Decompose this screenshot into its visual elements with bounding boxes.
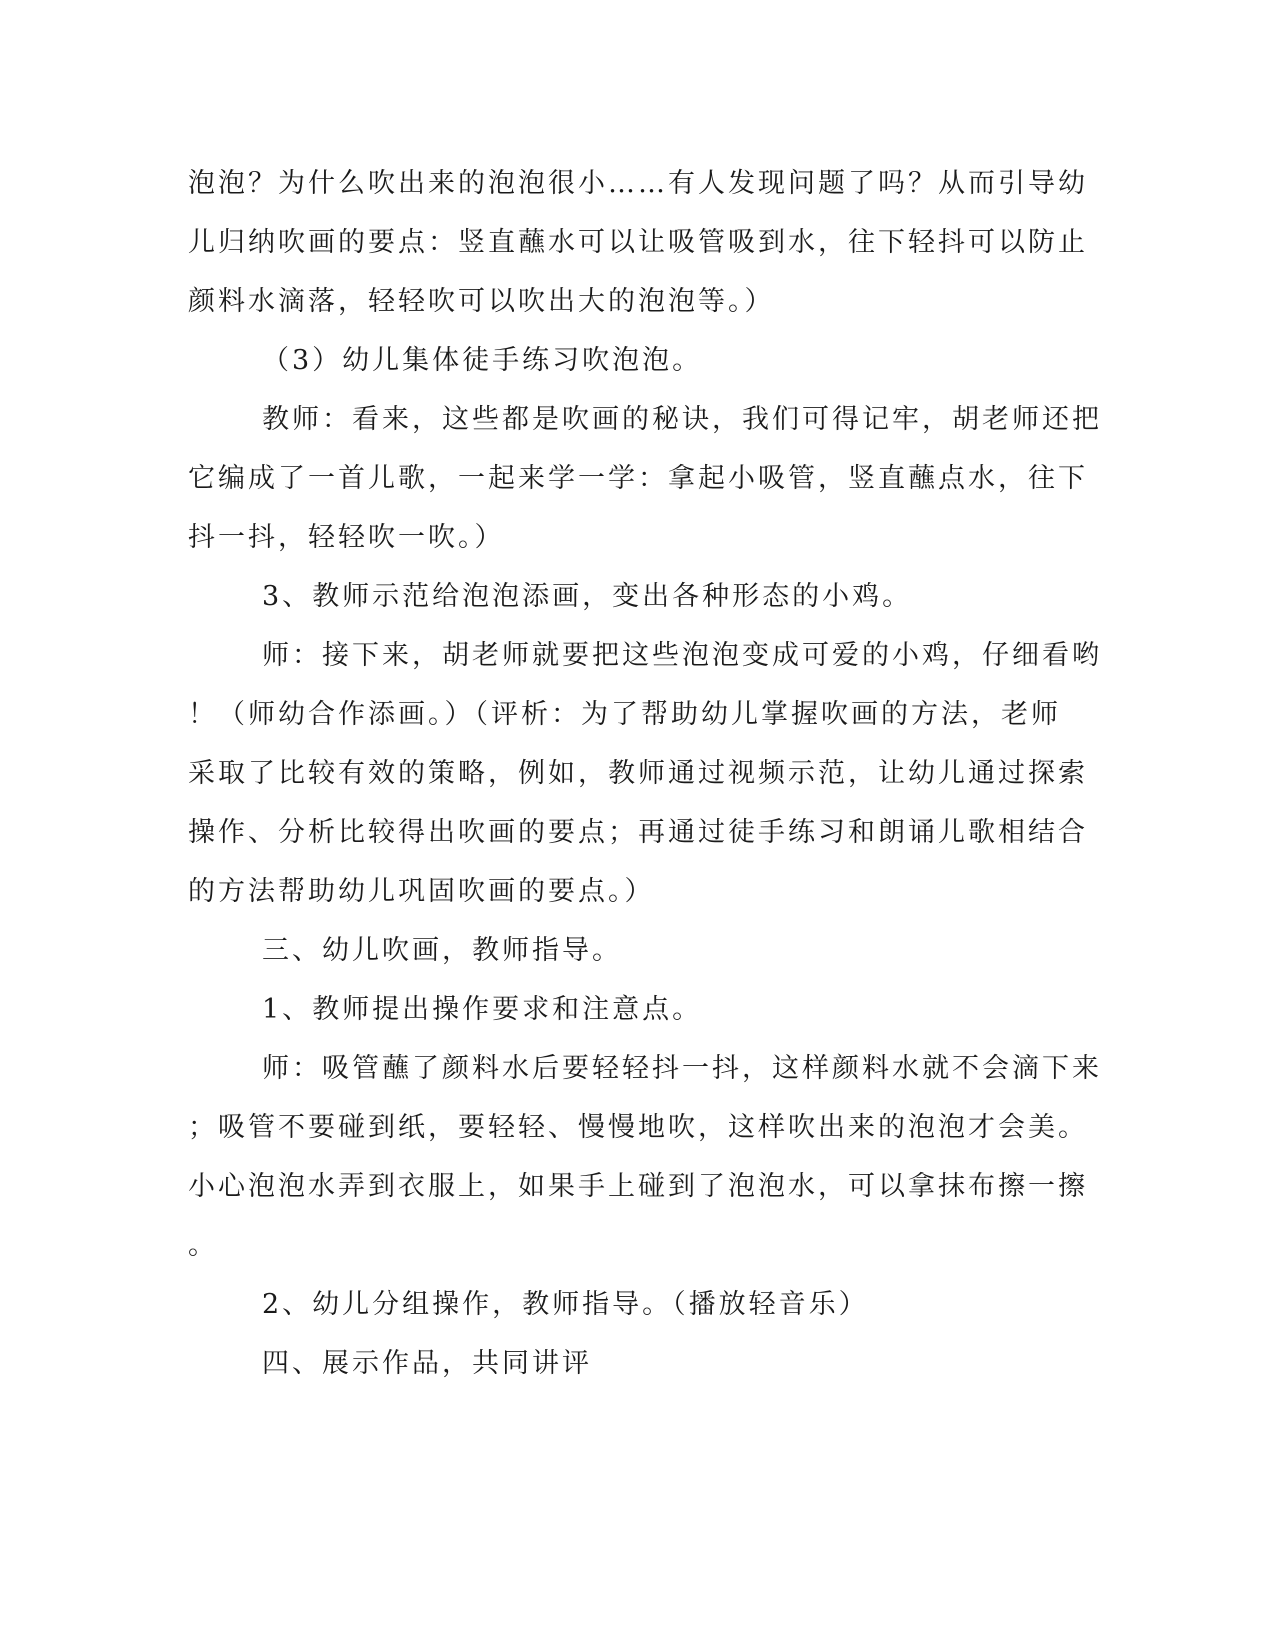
- text-line: 三、幼儿吹画，教师指导。: [262, 935, 622, 966]
- text-line: 3、教师示范给泡泡添画，变出各种形态的小鸡。: [262, 581, 913, 612]
- text-line: 1、教师提出操作要求和注意点。: [262, 994, 703, 1025]
- text-line: 泡泡？为什么吹出来的泡泡很小……有人发现问题了吗？从而引导幼: [188, 168, 1088, 199]
- text-line: 操作、分析比较得出吹画的要点；再通过徒手练习和朗诵儿歌相结合: [188, 817, 1088, 848]
- text-line: 抖一抖，轻轻吹一吹。）: [188, 522, 505, 553]
- text-line: ；吸管不要碰到纸，要轻轻、慢慢地吹，这样吹出来的泡泡才会美。: [188, 1112, 1088, 1143]
- text-line: ！（师幼合作添画。）（评析：为了帮助幼儿掌握吹画的方法，老师: [188, 699, 1061, 730]
- text-line: （3）幼儿集体徒手练习吹泡泡。: [262, 345, 703, 376]
- text-line: 颜料水滴落，轻轻吹可以吹出大的泡泡等。）: [188, 286, 775, 317]
- text-line: 采取了比较有效的策略，例如，教师通过视频示范，让幼儿通过探索: [188, 758, 1088, 789]
- text-line: 小心泡泡水弄到衣服上，如果手上碰到了泡泡水，可以拿抹布擦一擦: [188, 1171, 1088, 1202]
- text-line: 的方法帮助幼儿巩固吹画的要点。）: [188, 876, 655, 907]
- text-line: 师：吸管蘸了颜料水后要轻轻抖一抖，这样颜料水就不会滴下来: [262, 1053, 1102, 1084]
- text-line: 教师：看来，这些都是吹画的秘诀，我们可得记牢，胡老师还把: [262, 404, 1102, 435]
- text-line: 。: [188, 1230, 218, 1261]
- text-line: 儿归纳吹画的要点：竖直蘸水可以让吸管吸到水，往下轻抖可以防止: [188, 227, 1088, 258]
- text-line: 它编成了一首儿歌，一起来学一学：拿起小吸管，竖直蘸点水，往下: [188, 463, 1088, 494]
- text-line: 四、展示作品，共同讲评: [262, 1348, 592, 1379]
- text-line: 师：接下来，胡老师就要把这些泡泡变成可爱的小鸡，仔细看哟: [262, 640, 1102, 671]
- text-line: 2、幼儿分组操作，教师指导。（播放轻音乐）: [262, 1289, 869, 1320]
